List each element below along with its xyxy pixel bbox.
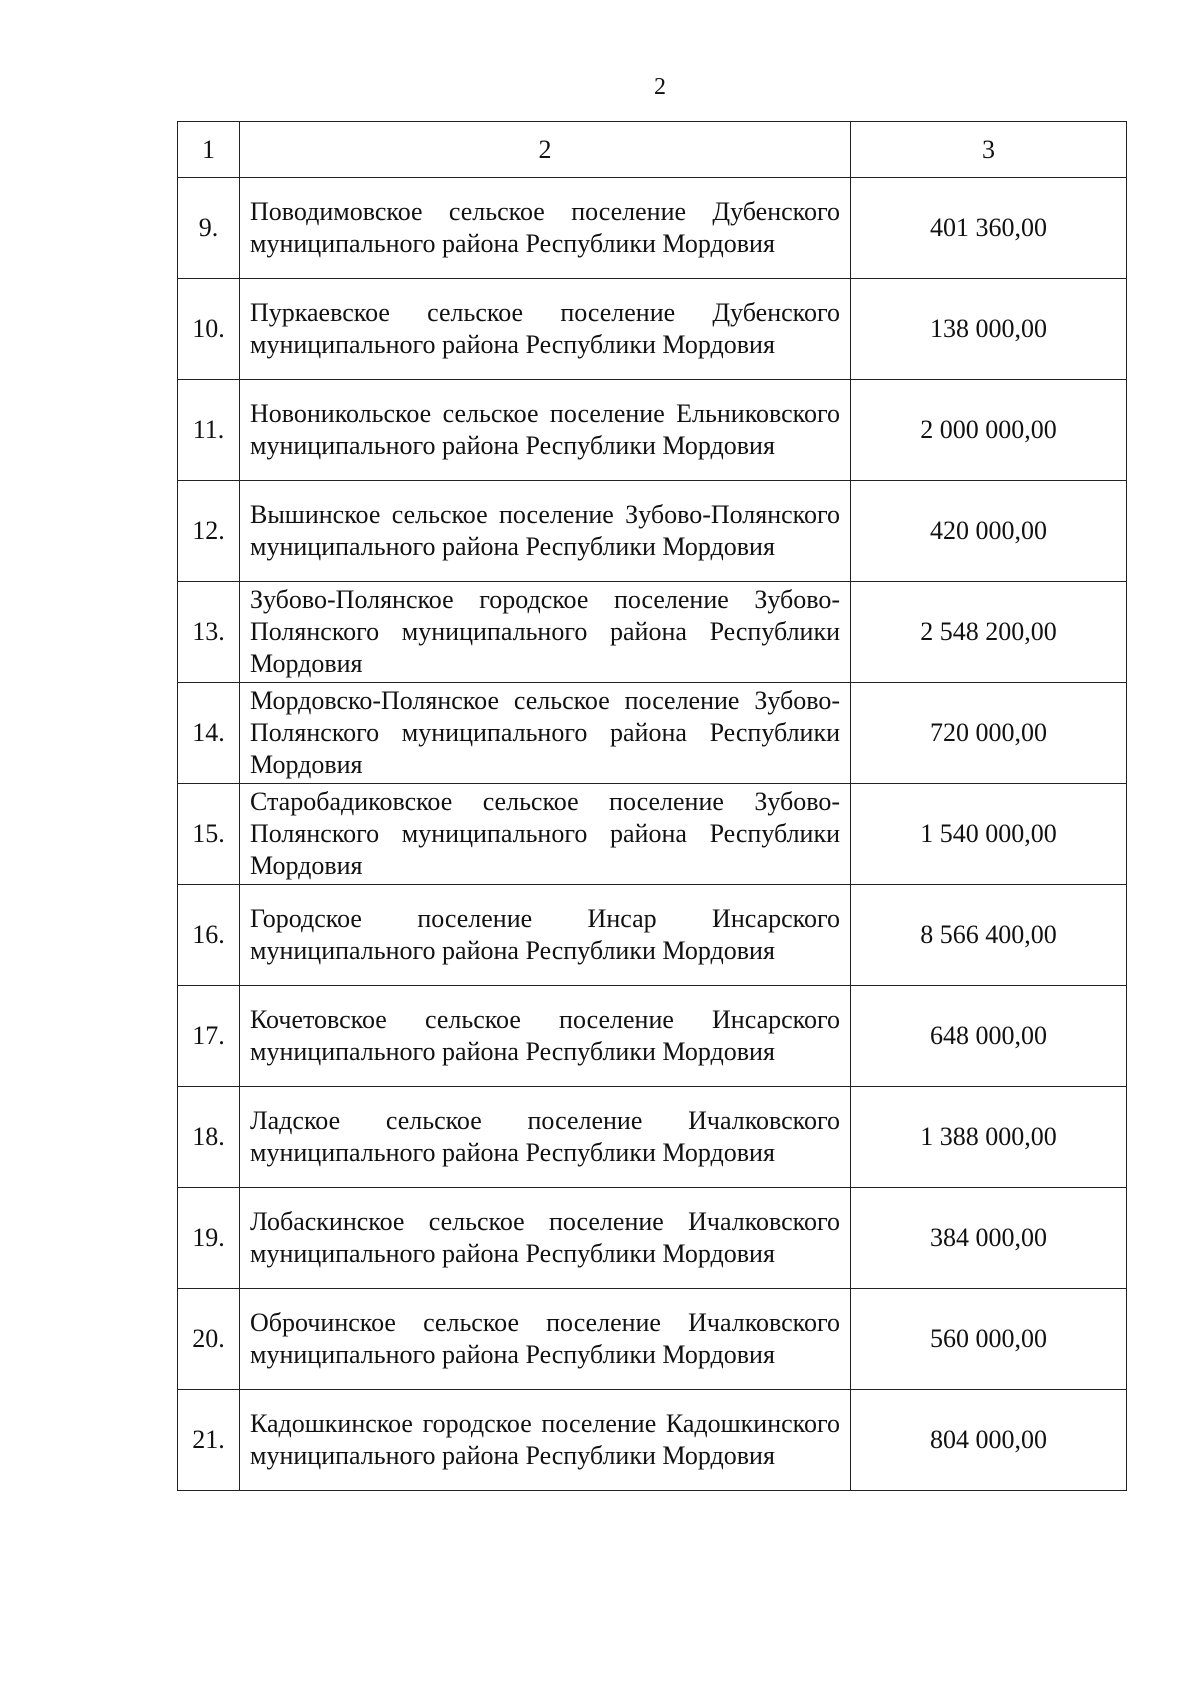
table-row [178,1188,1127,1289]
row-number: 21. [178,1390,240,1491]
table-row [178,279,1127,380]
settlement-name: Ладское сельское поселение Ичалковского муниципального района Республики Мордовия [240,1087,851,1188]
row-number: 16. [178,885,240,986]
header-cell-3: 3 [851,122,1127,178]
page-number: 2 [654,74,666,100]
amount: 138 000,00 [851,279,1127,380]
amount: 2 000 000,00 [851,380,1127,481]
settlement-name: Кадошкинское городское поселение Кадошкинского муниципального района Республики Мордовия [240,1390,851,1491]
header-cell-2: 2 [240,122,851,178]
settlement-name: Новоникольское сельское поселение Ельниковского муниципального района Республики Мордовия [240,380,851,481]
row-number: 18. [178,1087,240,1188]
table-row [178,683,1127,784]
amount: 1 540 000,00 [851,784,1127,885]
amount: 560 000,00 [851,1289,1127,1390]
row-number: 13. [178,582,240,683]
table-row [178,481,1127,582]
row-number: 10. [178,279,240,380]
row-number: 9. [178,178,240,279]
amount: 1 388 000,00 [851,1087,1127,1188]
amount: 804 000,00 [851,1390,1127,1491]
amount: 384 000,00 [851,1188,1127,1289]
table-body [178,122,1127,1491]
amount: 648 000,00 [851,986,1127,1087]
settlement-name: Зубово-Полянское городское поселение Зубово-Полянского муниципального района Республики Мордовия [240,582,851,683]
settlement-name: Оброчинское сельское поселение Ичалковского муниципального района Республики Мордовия [240,1289,851,1390]
table-row [178,178,1127,279]
table-row [178,582,1127,683]
row-number: 17. [178,986,240,1087]
row-number: 15. [178,784,240,885]
settlement-name: Старобадиковское сельское поселение Зубово-Полянского муниципального района Республики Мордовия [240,784,851,885]
amount: 420 000,00 [851,481,1127,582]
table-header-row [178,122,1127,178]
table-row [178,380,1127,481]
settlement-name: Лобаскинское сельское поселение Ичалковского муниципального района Республики Мордовия [240,1188,851,1289]
settlement-name: Поводимовское сельское поселение Дубенского муниципального района Республики Мордовия [240,178,851,279]
amount: 401 360,00 [851,178,1127,279]
amount: 720 000,00 [851,683,1127,784]
allocation-table [177,121,1127,1491]
row-number: 11. [178,380,240,481]
settlement-name: Городское поселение Инсар Инсарского муниципального района Республики Мордовия [240,885,851,986]
row-number: 20. [178,1289,240,1390]
table-row [178,1087,1127,1188]
settlement-name: Вышинское сельское поселение Зубово-Полянского муниципального района Республики Мордовия [240,481,851,582]
settlement-name: Мордовско-Полянское сельское поселение Зубово-Полянского муниципального района Республики Мордовия [240,683,851,784]
row-number: 19. [178,1188,240,1289]
row-number: 12. [178,481,240,582]
table-row [178,885,1127,986]
row-number: 14. [178,683,240,784]
table-row [178,1289,1127,1390]
table-row [178,1390,1127,1491]
table-row [178,986,1127,1087]
settlement-name: Пуркаевское сельское поселение Дубенского муниципального района Республики Мордовия [240,279,851,380]
settlement-name: Кочетовское сельское поселение Инсарского муниципального района Республики Мордовия [240,986,851,1087]
header-cell-1: 1 [178,122,240,178]
amount: 8 566 400,00 [851,885,1127,986]
table-row [178,784,1127,885]
amount: 2 548 200,00 [851,582,1127,683]
